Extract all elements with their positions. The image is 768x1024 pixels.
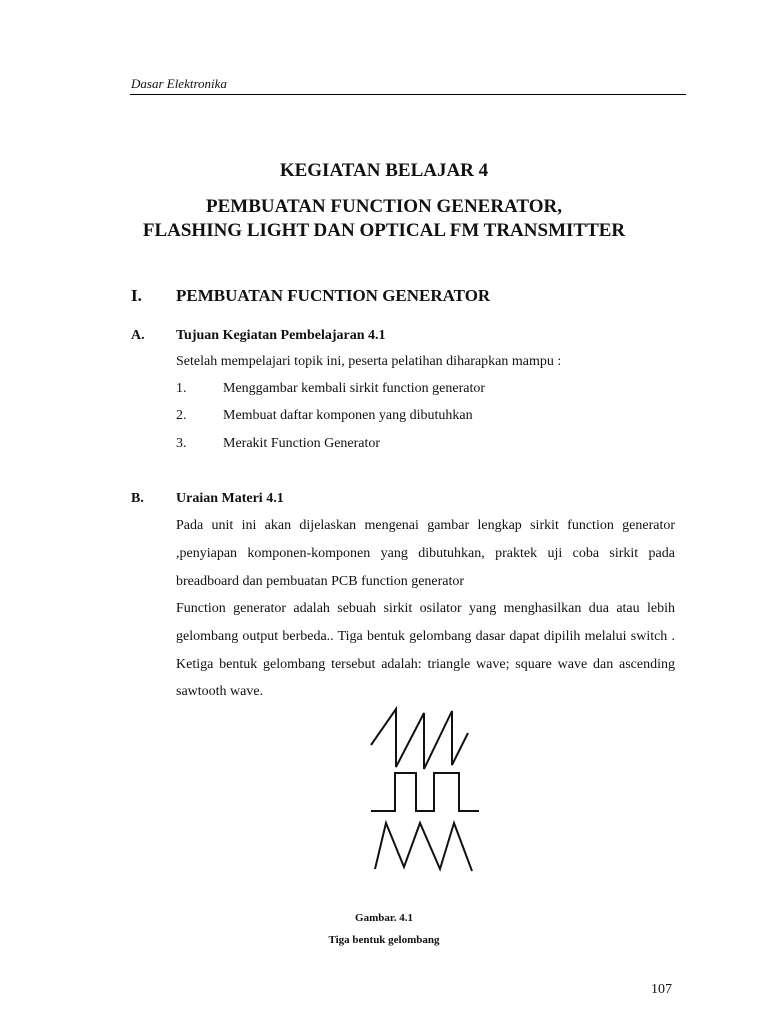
list-item-text: Menggambar kembali sirkit function generator	[223, 381, 486, 396]
header-rule	[130, 94, 686, 95]
running-header: Dasar Elektronika	[131, 76, 227, 91]
waveform-figure	[368, 705, 480, 882]
paragraph: Function generator adalah sebuah sirkit osilator yang menghasilkan dua atau lebih gelombang output berbeda.. Tiga bentuk gelombang dasar dapat dipilih melalui switch . Ketiga bentuk gelombang tersebut adalah: triangle wave; square wave dan ascending sawtooth wave.	[176, 601, 675, 700]
subsection-a-intro: Setelah mempelajari topik ini, peserta pelatihan diharapkan mampu :	[176, 354, 562, 369]
sawtooth-wave	[371, 709, 468, 769]
figure-caption-number: Gambar. 4.1	[355, 912, 413, 924]
chapter-subtitle-line1: PEMBUATAN FUNCTION GENERATOR,	[206, 196, 562, 217]
subsection-a-number: A.	[131, 328, 145, 343]
list-item-text: Merakit Function Generator	[223, 436, 381, 451]
section-number: I.	[131, 286, 142, 305]
page-number: 107	[651, 982, 672, 997]
subsection-b-title: Uraian Materi 4.1	[176, 491, 284, 506]
chapter-title: KEGIATAN BELAJAR 4	[279, 160, 489, 181]
list-item-number: 3.	[176, 436, 187, 451]
list-item-text: Membuat daftar komponen yang dibutuhkan	[223, 408, 473, 423]
subsection-a-title: Tujuan Kegiatan Pembelajaran 4.1	[176, 328, 386, 343]
list-item-number: 1.	[176, 381, 187, 396]
section-title: PEMBUATAN FUCNTION GENERATOR	[176, 286, 491, 305]
list-item-number: 2.	[176, 408, 187, 423]
chapter-subtitle-line2: FLASHING LIGHT DAN OPTICAL FM TRANSMITTER	[142, 220, 626, 241]
paragraph: Pada unit ini akan dijelaskan mengenai gambar lengkap sirkit function generator ,penyiapan komponen-komponen yang dibutuhkan, praktek uji coba sirkit pada breadboard dan pembuatan PCB function generator	[176, 518, 675, 589]
square-wave	[371, 773, 479, 811]
subsection-b-number: B.	[131, 491, 144, 506]
triangle-wave	[375, 823, 472, 871]
figure-caption-title: Tiga bentuk gelombang	[328, 934, 440, 946]
